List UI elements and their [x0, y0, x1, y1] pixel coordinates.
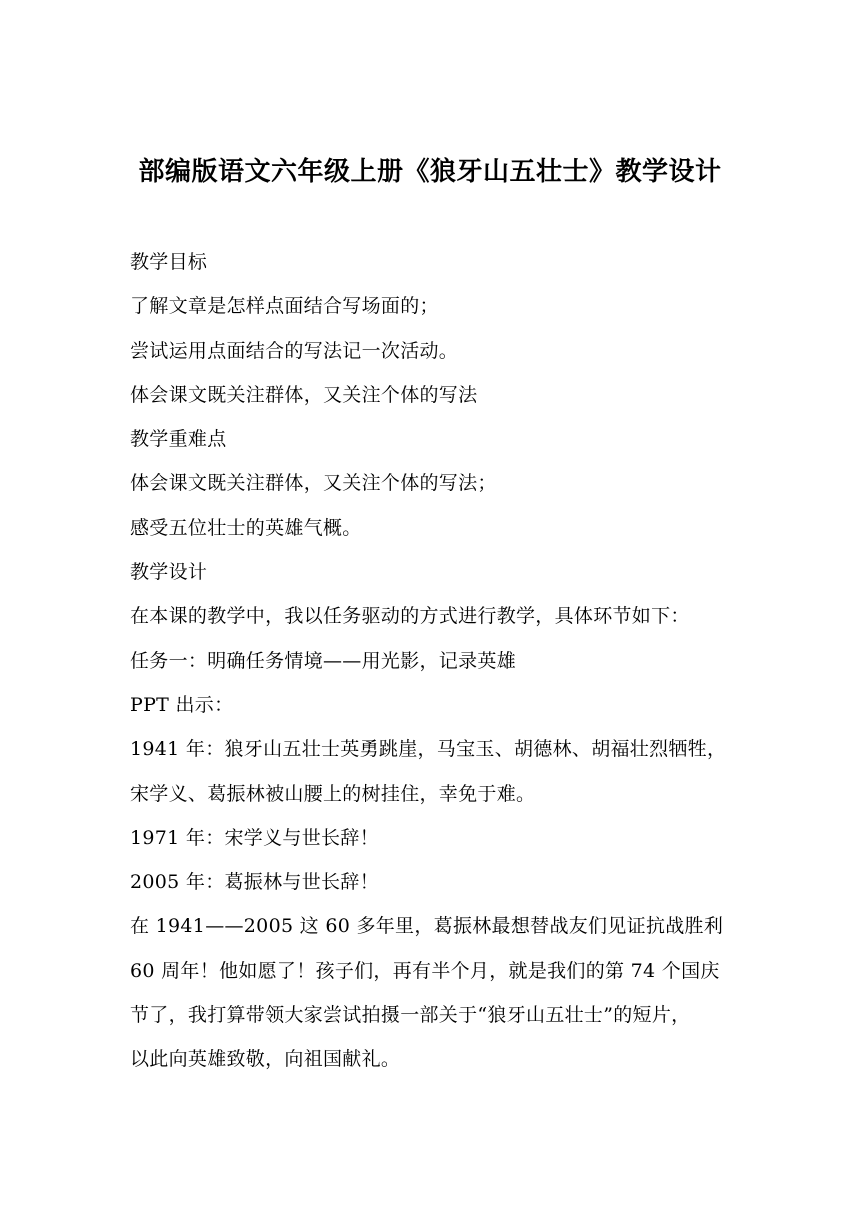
goal-line-2: 尝试运用点面结合的写法记一次活动。: [130, 339, 459, 362]
difficulty-line-1: 体会课文既关注群体，又关注个体的写法；: [130, 472, 497, 495]
paragraph-line: 60 周年！他如愿了！孩子们，再有半个月，就是我们的第 74 个国庆: [130, 959, 720, 982]
paragraph-line: 宋学义、葛振林被山腰上的树挂住，幸免于难。: [130, 782, 536, 805]
paragraph-line: 以此向英雄致敬，向祖国献礼。: [130, 1048, 401, 1071]
task-one-line: 任务一：明确任务情境——用光影，记录英雄: [130, 649, 517, 672]
paragraph-line: 在 1941——2005 这 60 多年里，葛振林最想替战友们见证抗战胜利: [130, 915, 724, 938]
paragraph-line: 1971 年：宋学义与世长辞！: [130, 826, 379, 849]
ppt-label-line: PPT 出示：: [130, 693, 234, 716]
document-title: 部编版语文六年级上册《狼牙山五壮士》教学设计: [138, 157, 722, 187]
goal-line-3: 体会课文既关注群体，又关注个体的写法: [130, 383, 478, 406]
heading-teaching-goals: 教学目标: [130, 251, 208, 273]
design-intro-line: 在本课的教学中，我以任务驱动的方式进行教学，具体环节如下：: [130, 605, 690, 628]
paragraph-line: 1941 年：狼牙山五壮士英勇跳崖，马宝玉、胡德林、胡福壮烈牺牲，: [130, 738, 727, 761]
heading-key-difficulties: 教学重难点: [130, 428, 227, 451]
goal-line-1: 了解文章是怎样点面结合写场面的；: [130, 295, 439, 318]
paragraph-line: 2005 年：葛振林与世长辞！: [130, 871, 379, 894]
heading-teaching-design: 教学设计: [130, 561, 208, 584]
difficulty-line-2: 感受五位壮士的英雄气概。: [130, 516, 362, 539]
document-body: [130, 240, 742, 1082]
paragraph-line: 节了，我打算带领大家尝试拍摄一部关于“狼牙山五壮士”的短片，: [130, 1004, 691, 1027]
